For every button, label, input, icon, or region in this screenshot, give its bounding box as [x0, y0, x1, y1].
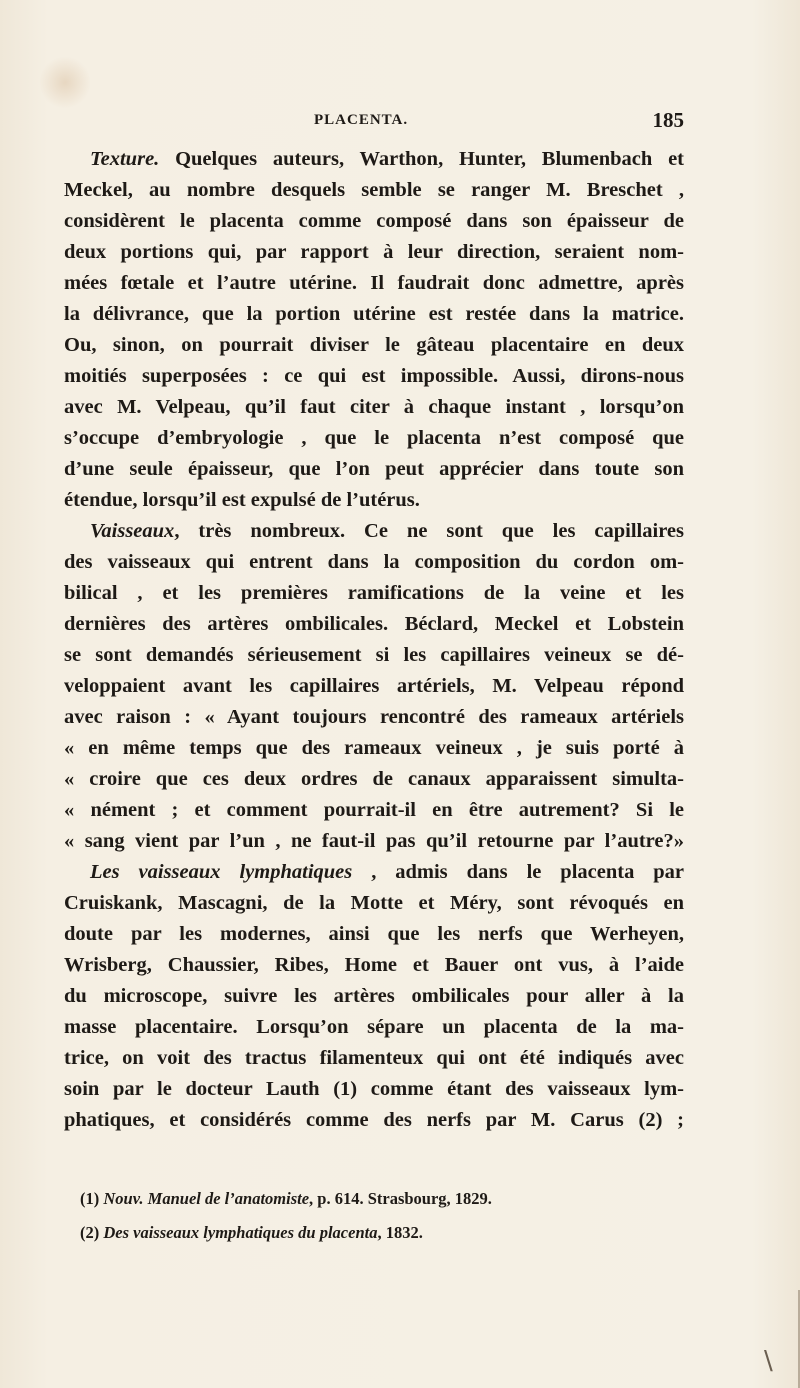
- body-line: Vaisseaux, très nombreux. Ce ne sont que les capillaires: [90, 520, 684, 542]
- footnotes: [80, 1182, 680, 1250]
- body-line: deux portions qui, par rapport à leur direction, seraient nom-: [64, 241, 684, 263]
- body-line: dernières des artères ombilicales. Béclard, Meckel et Lobstein: [64, 613, 684, 635]
- body-line: étendue, lorsqu’il est expulsé de l’utérus.: [64, 489, 420, 511]
- body-line: « en même temps que des rameaux veineux , je suis porté à: [64, 737, 684, 759]
- body-line: masse placentaire. Lorsqu’on sépare un placenta de la ma-: [64, 1016, 684, 1038]
- body-line: moitiés superposées : ce qui est impossible. Aussi, dirons-nous: [64, 365, 684, 387]
- body-line: des vaisseaux qui entrent dans la composition du cordon om-: [64, 551, 684, 573]
- body-line: considèrent le placenta comme composé dans son épaisseur de: [64, 210, 684, 232]
- body-line: avec M. Velpeau, qu’il faut citer à chaque instant , lorsqu’on: [64, 396, 684, 418]
- footnote: (1) Nouv. Manuel de l’anatomiste, p. 614. Strasbourg, 1829.: [80, 1189, 492, 1208]
- running-title: PLACENTA.: [314, 112, 409, 128]
- body-line: Les vaisseaux lymphatiques , admis dans le placenta par: [90, 861, 685, 883]
- body-line: « nément ; et comment pourrait-il en être autrement? Si le: [64, 799, 684, 821]
- body-line: doute par les modernes, ainsi que les nerfs que Werheyen,: [64, 923, 684, 945]
- body-line: s’occupe d’embryologie , que le placenta n’est composé que: [64, 427, 684, 449]
- body-line: se sont demandés sérieusement si les capillaires veineux se dé-: [64, 644, 684, 666]
- body-line: « sang vient par l’un , ne faut-il pas qu’il retourne par l’autre?»: [64, 830, 684, 852]
- body-line: Meckel, au nombre desquels semble se ranger M. Breschet ,: [64, 179, 684, 201]
- page-number: 185: [652, 108, 684, 132]
- body-line: « croire que ces deux ordres de canaux apparaissent simulta-: [64, 768, 684, 790]
- body-line: Ou, sinon, on pourrait diviser le gâteau placentaire en deux: [64, 334, 684, 356]
- body-line: Cruiskank, Mascagni, de la Motte et Méry, sont révoqués en: [64, 892, 684, 914]
- body-line: Wrisberg, Chaussier, Ribes, Home et Bauer ont vus, à l’aide: [64, 954, 684, 976]
- body-line: phatiques, et considérés comme des nerfs par M. Carus (2) ;: [64, 1109, 684, 1131]
- paper-stain: [40, 55, 90, 110]
- footnote: (2) Des vaisseaux lymphatiques du placenta, 1832.: [80, 1223, 423, 1242]
- body-line: Texture. Quelques auteurs, Warthon, Hunter, Blumenbach et: [90, 148, 684, 170]
- body-line: soin par le docteur Lauth (1) comme étant des vaisseaux lym-: [64, 1078, 684, 1100]
- body-line: la délivrance, que la portion utérine est restée dans la matrice.: [64, 303, 684, 325]
- body-line: mées fœtale et l’autre utérine. Il faudrait donc admettre, après: [64, 272, 684, 294]
- corner-mark: \: [764, 1346, 773, 1376]
- body-line: du microscope, suivre les artères ombilicales pour aller à la: [64, 985, 684, 1007]
- body-line: veloppaient avant les capillaires artériels, M. Velpeau répond: [64, 675, 684, 697]
- page-header: [64, 108, 684, 134]
- body-line: bilical , et les premières ramifications de la veine et les: [64, 582, 684, 604]
- body-line: trice, on voit des tractus filamenteux qui ont été indiqués avec: [64, 1047, 684, 1069]
- body-text: [64, 144, 684, 1136]
- body-line: avec raison : « Ayant toujours rencontré des rameaux artériels: [64, 706, 684, 728]
- body-line: d’une seule épaisseur, que l’on peut apprécier dans toute son: [64, 458, 684, 480]
